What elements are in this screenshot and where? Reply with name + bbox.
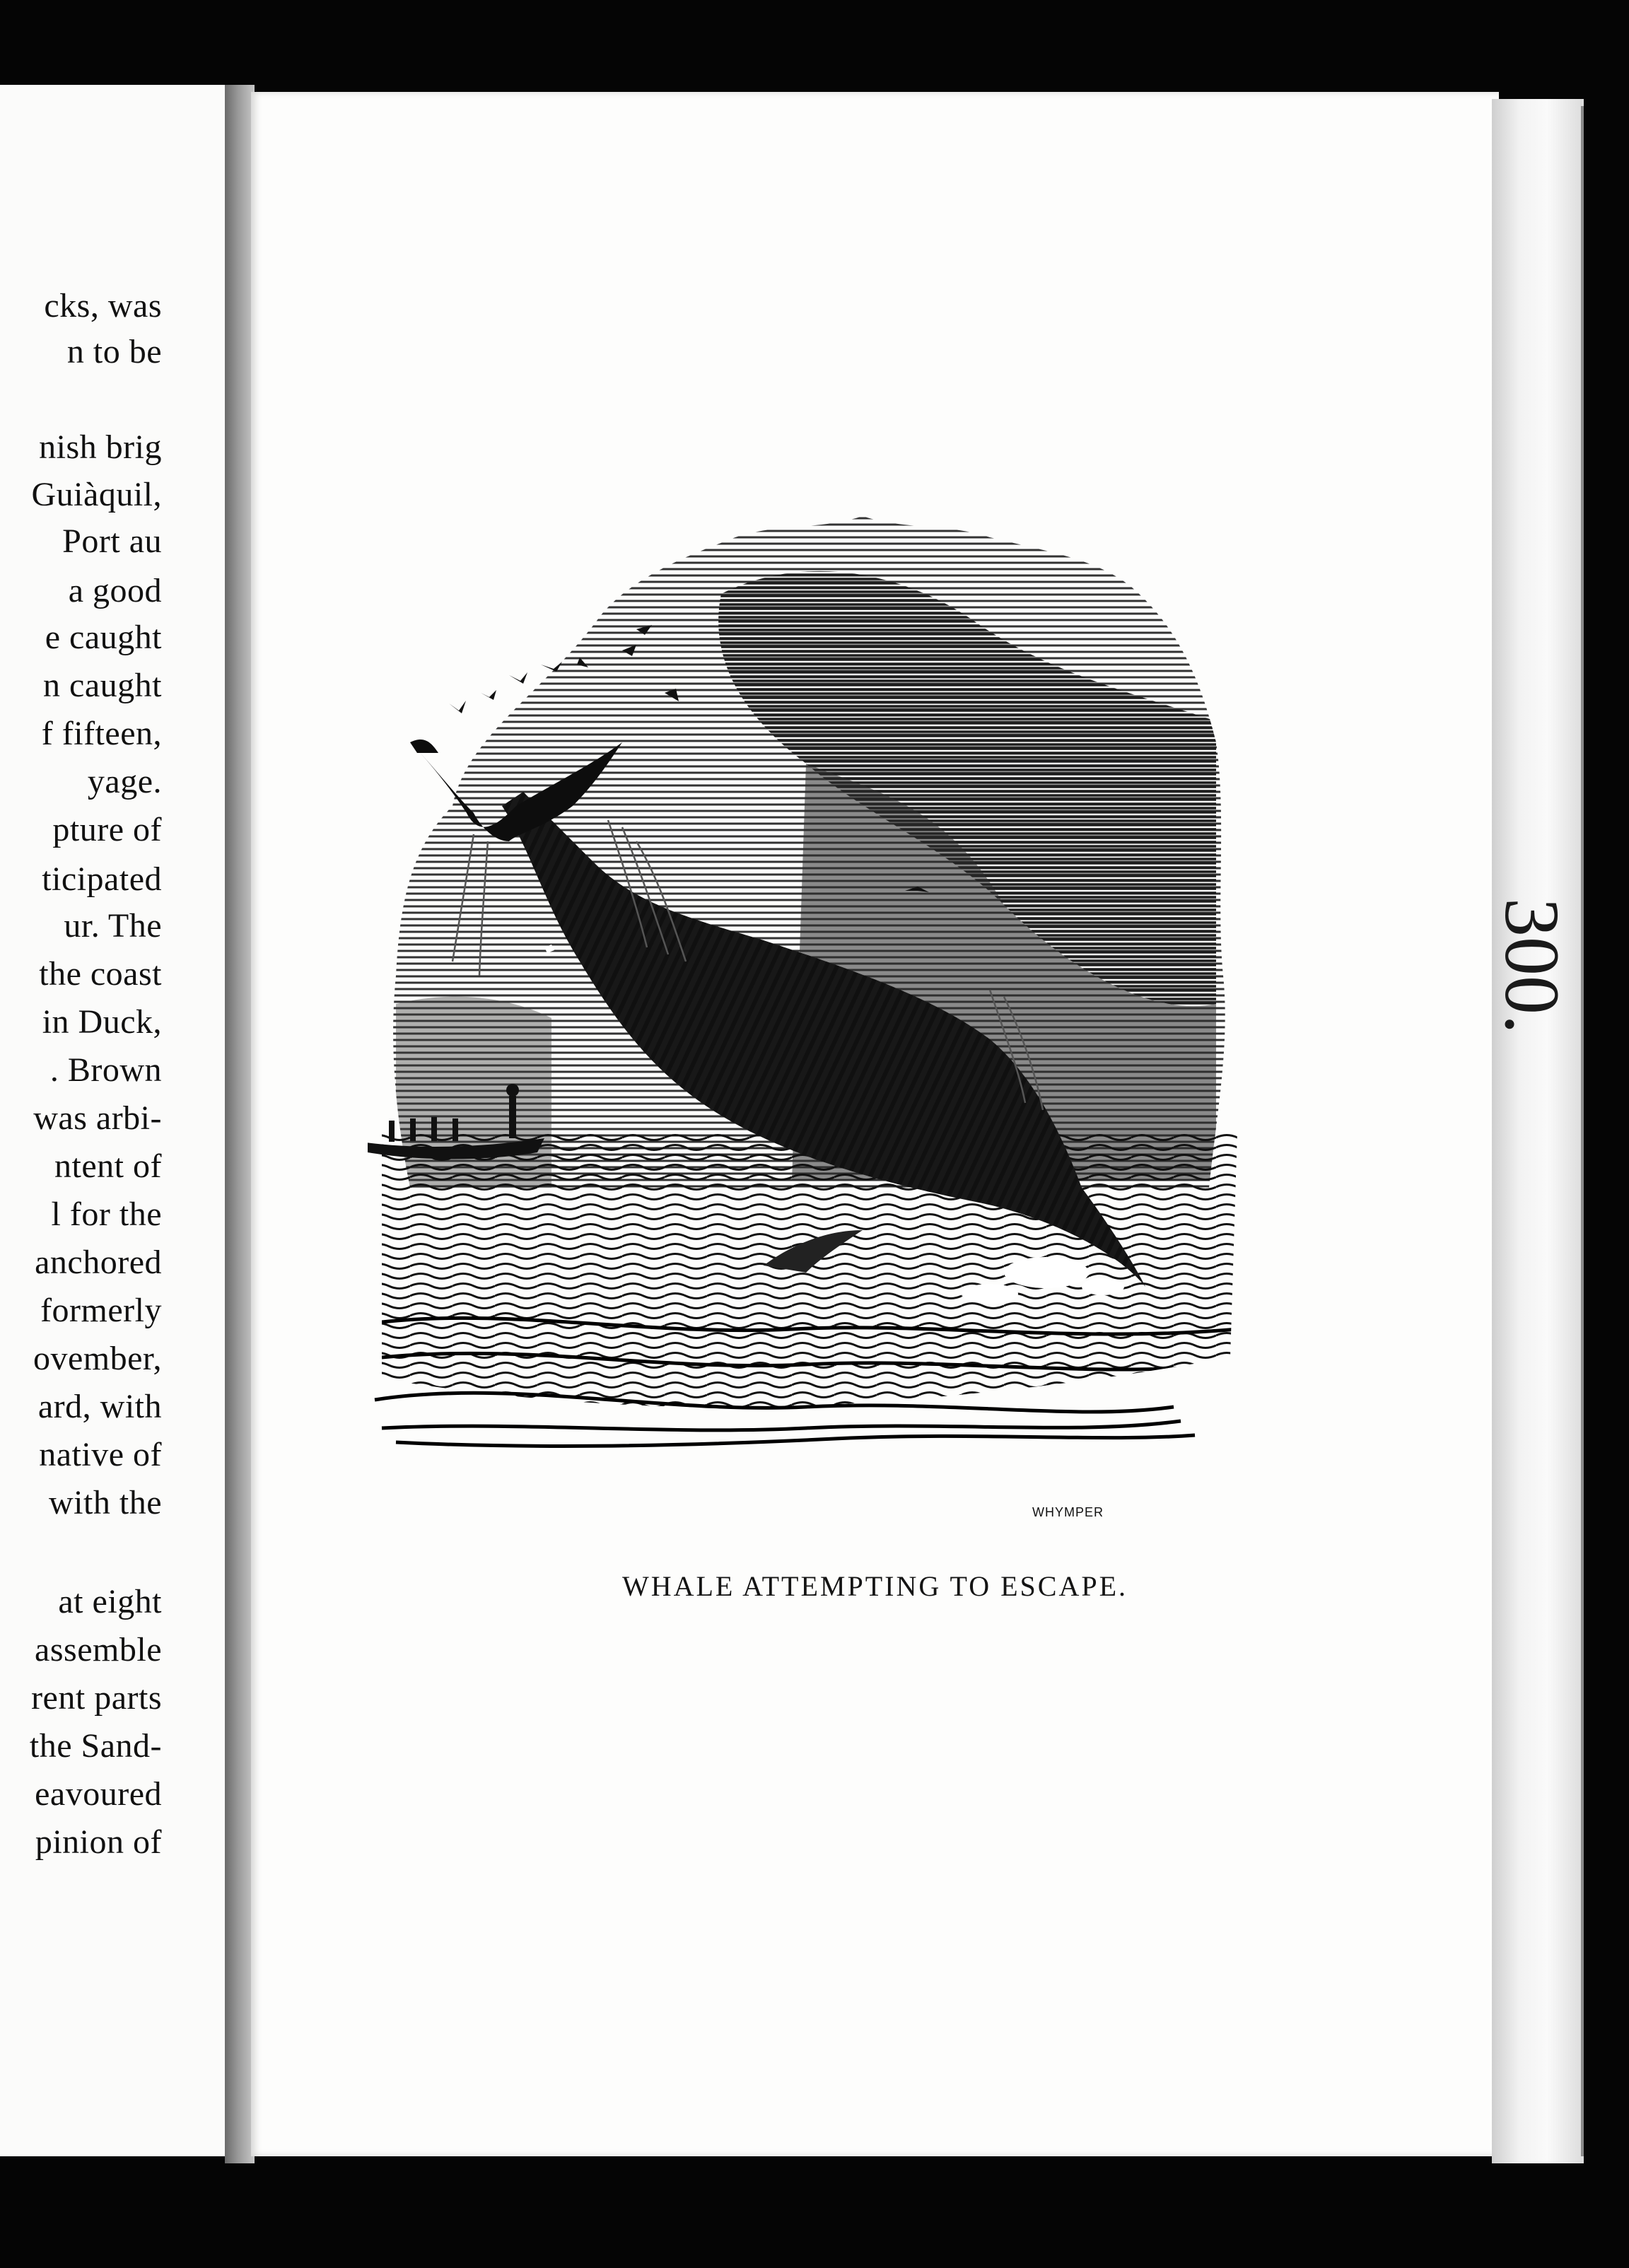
- left-page-text-line: ntent of: [54, 1147, 162, 1185]
- page-edge-line: [1581, 106, 1584, 2156]
- whale-engraving: [368, 509, 1251, 1534]
- left-page-text-line: a good: [68, 572, 162, 609]
- left-page-text-line: anchored: [35, 1244, 162, 1281]
- left-page-text-line: n caught: [43, 667, 162, 704]
- bleed-through-page-number: 300.: [1489, 898, 1575, 1034]
- page-edge-stack: [1492, 99, 1584, 2163]
- left-page-text-line: formerly: [40, 1292, 162, 1329]
- left-page-text-line: the Sand-: [29, 1727, 162, 1765]
- left-page-text-line: ticipated: [42, 860, 162, 898]
- left-page-text-line: pture of: [52, 811, 162, 848]
- illustration-caption: WHALE ATTEMPTING TO ESCAPE.: [621, 1570, 1128, 1602]
- left-page-text-line: yage.: [87, 763, 162, 800]
- left-page-text-line: was arbi-: [33, 1099, 162, 1137]
- left-page-text-line: Guiàquil,: [31, 476, 162, 513]
- left-page-text-line: in Duck,: [42, 1003, 162, 1041]
- engraver-signature: WHYMPER: [1032, 1505, 1104, 1519]
- left-page-text-line: n to be: [66, 333, 162, 370]
- left-page-text-line: ard, with: [37, 1388, 162, 1425]
- left-page-text-line: ovember,: [33, 1340, 162, 1377]
- left-page-text-line: l for the: [51, 1196, 162, 1233]
- left-page-text-line: ur. The: [64, 907, 162, 945]
- left-page-text-line: Port au: [62, 522, 162, 560]
- left-page-text-line: cks, was: [44, 287, 162, 325]
- left-page-text-line: rent parts: [31, 1679, 162, 1717]
- left-page-text-line: . Brown: [49, 1051, 162, 1089]
- left-page-text-line: f fifteen,: [41, 715, 162, 752]
- left-page-text-line: assemble: [35, 1631, 162, 1668]
- left-page-text-line: nish brig: [39, 428, 162, 466]
- left-page-text-line: pinion of: [35, 1823, 162, 1861]
- book-gutter: [225, 85, 255, 2163]
- left-page-text-line: e caught: [45, 619, 162, 656]
- left-facing-page: [0, 85, 230, 2156]
- left-page-text-line: the coast: [39, 955, 162, 993]
- left-page-text-line: with the: [49, 1484, 162, 1521]
- left-page-text-line: native of: [39, 1436, 162, 1473]
- left-page-text-line: at eight: [58, 1583, 162, 1620]
- left-page-text-line: eavoured: [35, 1775, 162, 1813]
